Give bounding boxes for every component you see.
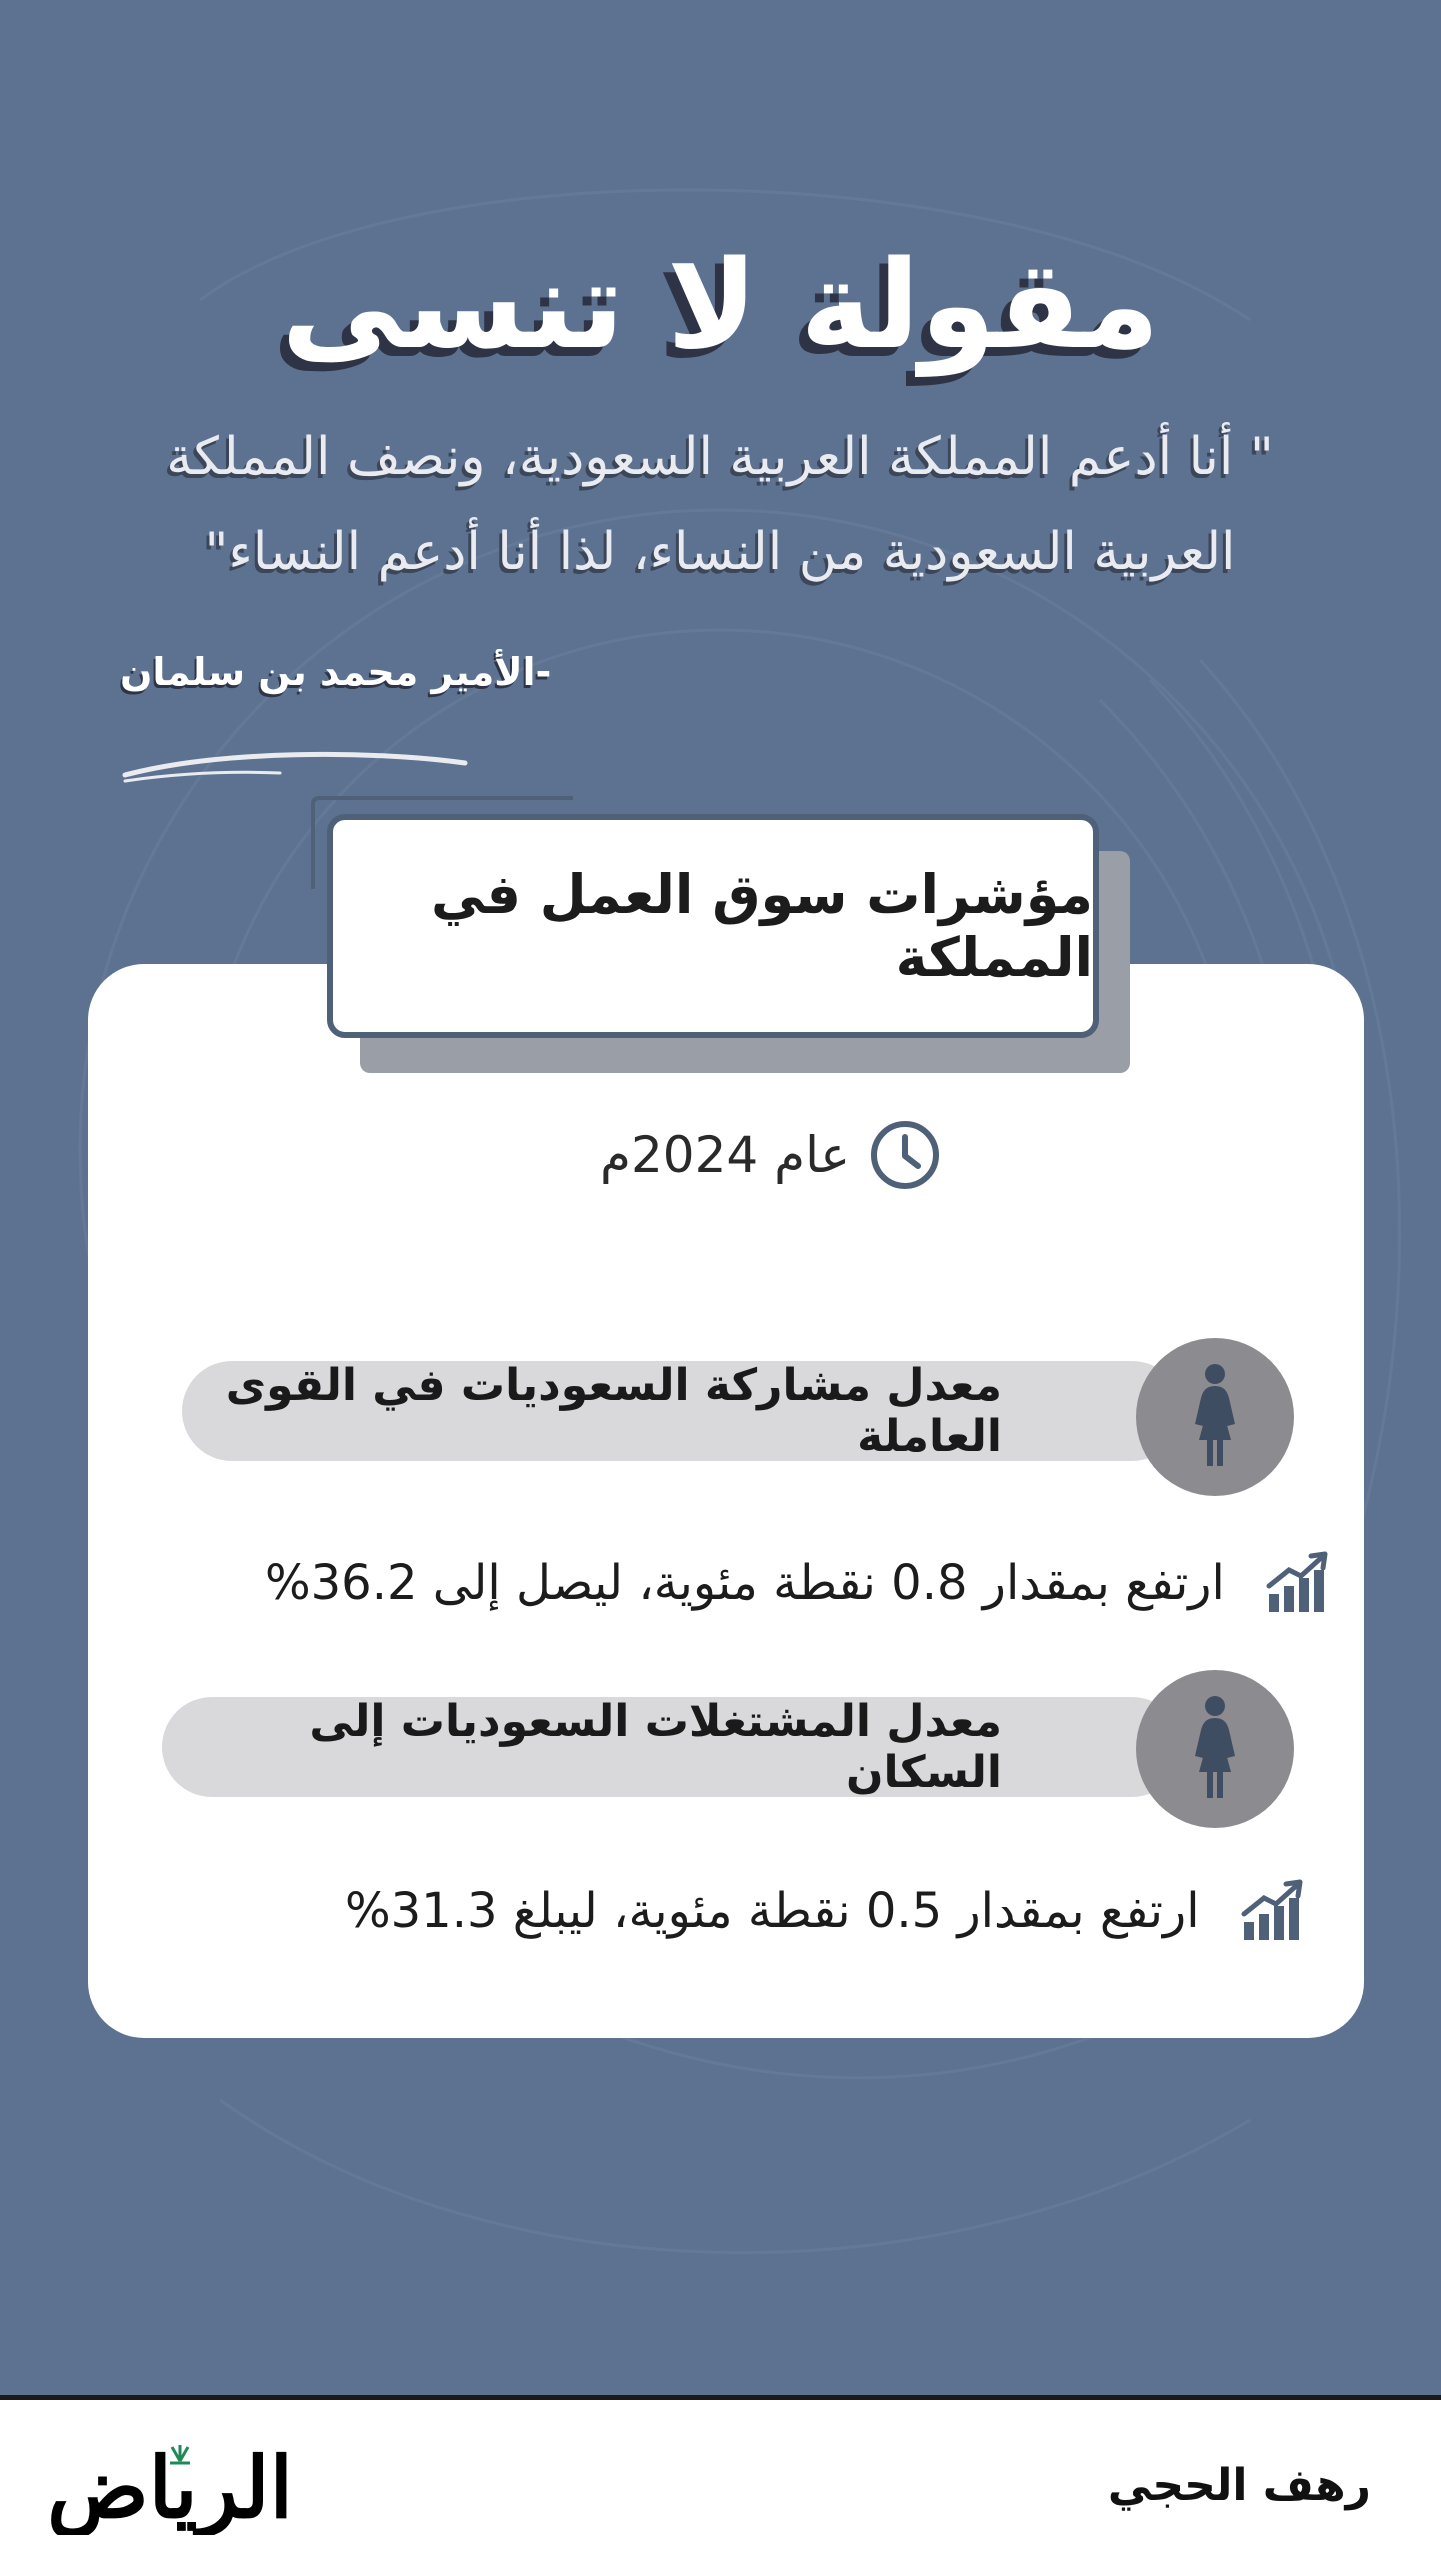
year-row — [600, 1118, 942, 1192]
year-label: عام 2024م — [600, 1126, 851, 1184]
indicator-pill-1 — [182, 1361, 1182, 1461]
logo-text: الرياض — [47, 2438, 293, 2535]
main-title: مقولة لا تنسى — [281, 234, 1160, 376]
quote-line-2: العربية السعودية من النساء، لذا أنا أدعم النساء" — [204, 522, 1236, 582]
woman-icon — [1185, 1694, 1245, 1804]
indicator-stat-row-2 — [345, 1878, 1306, 1944]
growth-chart-icon — [1240, 1878, 1306, 1944]
woman-icon — [1185, 1362, 1245, 1472]
quote-text — [70, 410, 1370, 600]
footer — [0, 2395, 1441, 2560]
indicator-label-1: معدل مشاركة السعوديات في القوى العاملة — [225, 1360, 1002, 1462]
indicator-circle-2 — [1136, 1670, 1294, 1828]
author-credit: رهف الحجي — [1107, 2460, 1371, 2511]
indicator-label-2: معدل المشتغلات السعوديات إلى السكان — [309, 1696, 1002, 1798]
indicator-stat-2: ارتفع بمقدار 0.5 نقطة مئوية، ليبلغ 31.3% — [345, 1883, 1200, 1939]
quote-author: -الأمير محمد بن سلمان — [120, 650, 552, 694]
quote-line-1: " أنا أدعم المملكة العربية السعودية، ونصف المملكة — [166, 427, 1274, 487]
decorative-swoosh — [120, 745, 480, 785]
growth-chart-icon — [1265, 1550, 1331, 1616]
card-header — [327, 814, 1099, 1038]
clock-icon — [868, 1118, 942, 1192]
indicator-stat-row-1 — [265, 1550, 1331, 1616]
card-header-title: مؤشرات سوق العمل في المملكة — [430, 863, 1093, 989]
indicator-stat-1: ارتفع بمقدار 0.8 نقطة مئوية، ليصل إلى 36.2% — [265, 1555, 1225, 1611]
indicator-pill-2 — [162, 1697, 1182, 1797]
logo-emblem — [30, 2425, 310, 2535]
indicator-circle-1 — [1136, 1338, 1294, 1496]
alriyadh-logo — [30, 2425, 310, 2539]
